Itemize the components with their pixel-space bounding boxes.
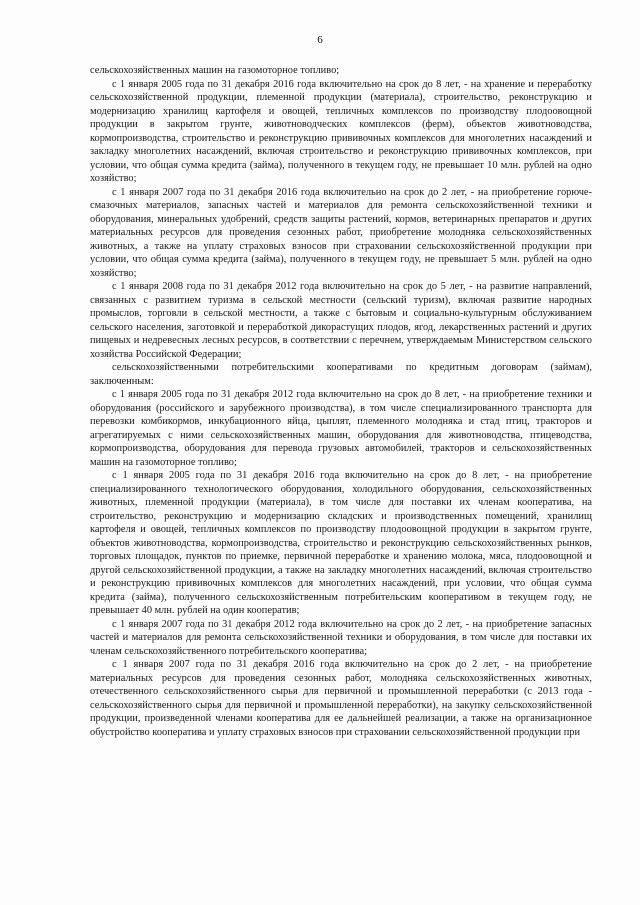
paragraph: с 1 января 2008 года по 31 декабря 2012 года включительно на срок до 5 лет, - на развитие направлений, связанных с развитием туризма в сельской местности (сельский туризм), включая развитие народных промыслов, торговли в сельской местности, а также с бытовым и социально-культурным обслуживанием сельского населения, заготовкой и переработкой дикорастущих плодов, ягод, лекарственных растений и других пищевых и недревесных лесных ресурсов, в соответствии с перечнем, утверждаемым Министерством сельского хозяйства Российской Федерации;	[90, 281, 592, 360]
paragraph: с 1 января 2007 года по 31 декабря 2016 года включительно на срок до 2 лет, - на приобретение горюче-смазочных материалов, запасных частей и материалов для ремонта сельскохозяйственной техники и оборудования, минеральных удобрений, средств защиты растений, кормов, ветеринарных препаратов и других материальных ресурсов для проведения сезонных работ, приобретение молодняка сельскохозяйственных животных, а также на уплату страховых взносов при страховании сельскохозяйственной продукции при условии, что общая сумма кредита (займа), полученного в текущем году, не превышает 5 млн. рублей на одно хозяйство;	[90, 186, 592, 279]
paragraph: с 1 января 2007 года по 31 декабря 2016 года включительно на срок до 2 лет, - на приобретение материальных ресурсов для проведения сезонных работ, молодняка сельскохозяйственных животных, отечественного сельскохозяйственного сырья для первичной и промышленной переработки (с 2013 года - сельскохозяйственного сырья для первичной и промышленной переработки), на закупку сельскохозяйственной продукции, произведенной членами кооператива для ее дальнейшей реализации, а также на организационное обустройство кооператива и уплату страховых взносов при страховании сельскохозяйственной продукции при	[90, 659, 592, 738]
document-body	[90, 64, 592, 739]
paragraph: с 1 января 2005 года по 31 декабря 2016 года включительно на срок до 8 лет, - на приобретение специализированного технологического оборудования, холодильного оборудования, сельскохозяйственных животных, племенной продукции (материала), в том числе для поставки их членам кооператива, на строительство, реконструкцию и модернизацию складских и производственных помещений, хранилищ картофеля и овощей, тепличных комплексов по производству плодоовощной продукции в закрытом грунте, объектов животноводства, кормопроизводства, строительство и реконструкцию сельскохозяйственных рынков, торговых площадок, пунктов по приемке, первичной переработке и хранению молока, мяса, плодоовощной и другой сельскохозяйственной продукции, а также на закладку многолетних насаждений, включая строительство и реконструкцию прививочных комплексов для многолетних насаждений, при условии, что общая сумма кредита (займа), полученного сельскохозяйственным потребительским кооперативом в текущем году, не превышает 40 млн. рублей на один кооператив;	[90, 470, 592, 616]
paragraph: с 1 января 2005 года по 31 декабря 2012 года включительно на срок до 8 лет, - на приобретение техники и оборудования (российского и зарубежного производства), в том числе специализированного транспорта для перевозки комбикормов, инкубационного яйца, цыплят, племенного молодняка и стад птиц, тракторов и агрегатируемых с ними сельскохозяйственных машин, оборудования для животноводства, птицеводства, кормопроизводства, оборудования для перевода грузовых автомобилей, тракторов и сельскохозяйственных машин на газомоторное топливо;	[90, 389, 592, 468]
paragraph: с 1 января 2005 года по 31 декабря 2016 года включительно на срок до 8 лет, - на хранение и переработку сельскохозяйственной продукции, племенной продукции (материала), строительство, реконструкцию и модернизацию хранилищ картофеля и овощей, тепличных комплексов по производству плодоовощной продукции в закрытом грунте, животноводческих комплексов (ферм), объектов животноводства, кормопроизводства, строительство и реконструкцию прививочных комплексов для многолетних насаждений и закладку многолетних насаждений, включая строительство и реконструкцию прививочных комплексов, при условии, что общая сумма кредита (займа), полученного в текущем году, не превышает 10 млн. рублей на одно хозяйство;	[90, 78, 592, 184]
paragraph: сельскохозяйственными потребительскими кооперативами по кредитным договорам (займам), заключенным:	[90, 362, 592, 387]
paragraph: с 1 января 2007 года по 31 декабря 2012 года включительно на срок до 2 лет, - на приобретение запасных частей и материалов для ремонта сельскохозяйственной техники и оборудования, в том числе для поставки их членам сельскохозяйственного потребительского кооператива;	[90, 618, 592, 657]
page-number: 6	[317, 34, 323, 46]
paragraph-continuation: сельскохозяйственных машин на газомоторное топливо;	[90, 65, 340, 76]
